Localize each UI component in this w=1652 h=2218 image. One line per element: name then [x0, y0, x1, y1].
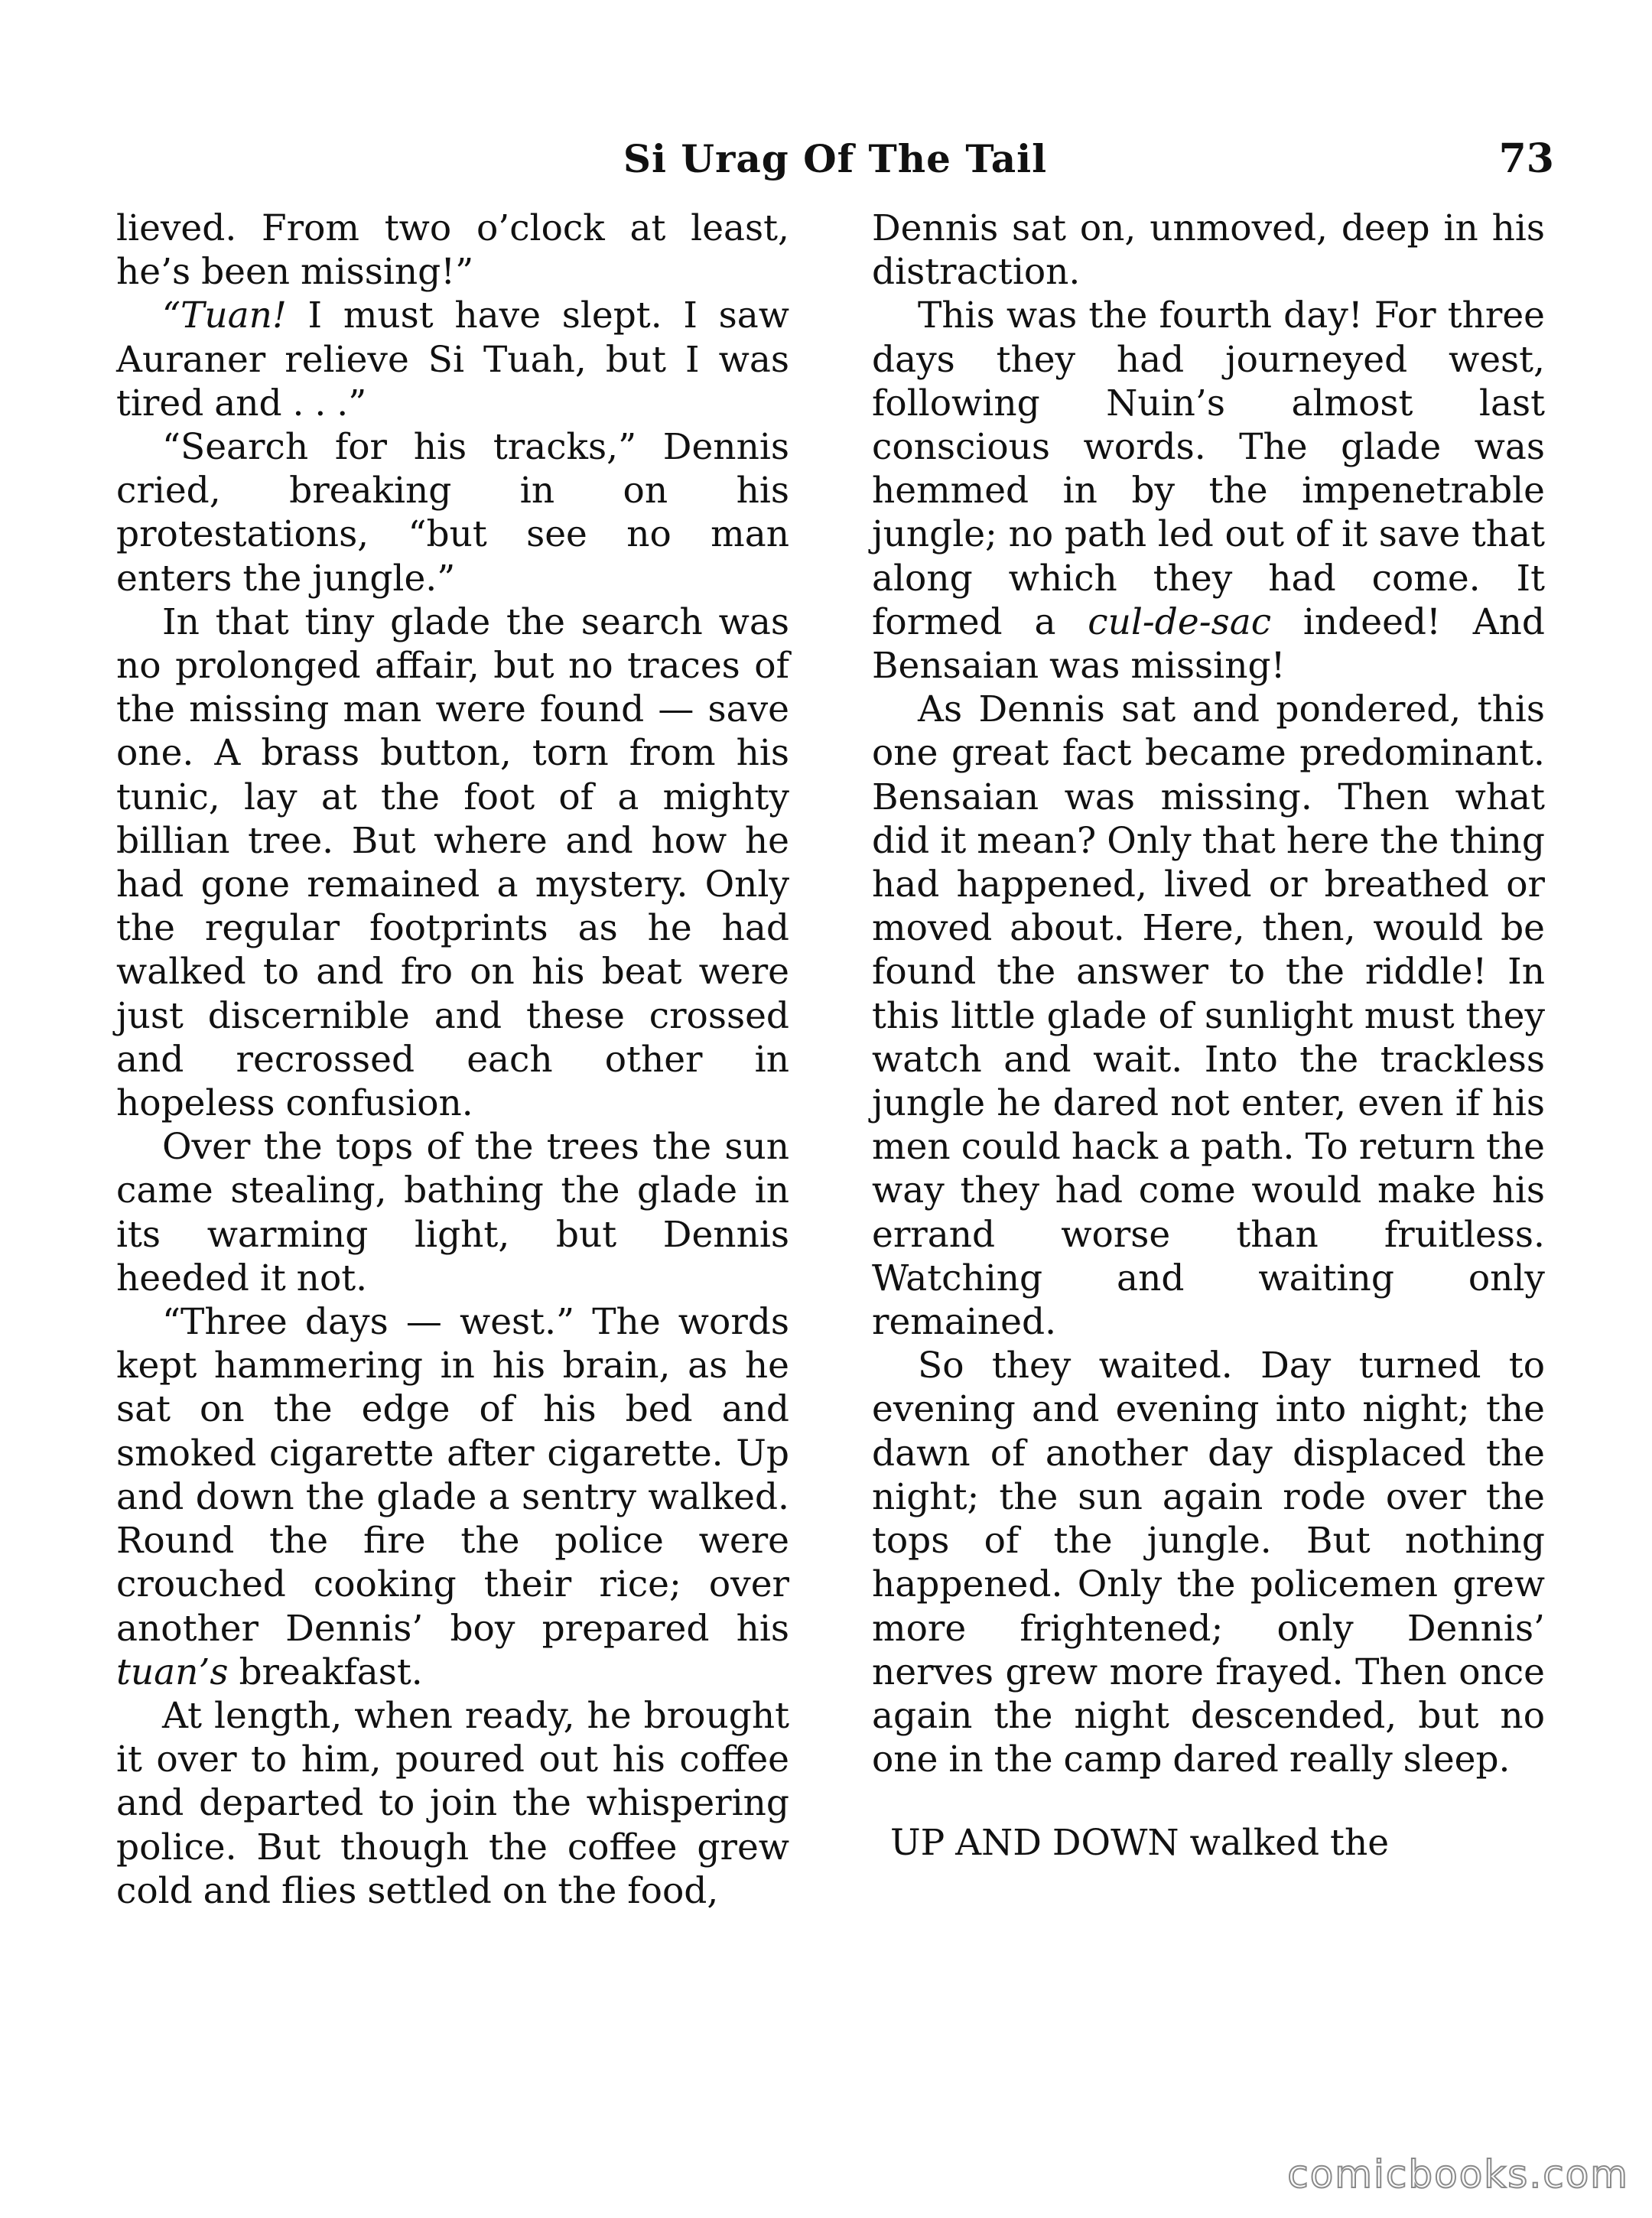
- paragraph-text: I must have slept. I saw Auraner relieve Si Tuah, but I was tired and . . .”: [116, 294, 789, 424]
- paragraph: Dennis sat on, unmoved, deep in his distraction.: [872, 207, 1545, 294]
- paragraph: [116, 294, 789, 425]
- page-number: 73: [1498, 135, 1554, 182]
- paragraph: So they waited. Day turned to evening and evening into night; the dawn of another day displaced the night; the sun again rode over the tops of the jungle. But nothing happened. Only the policemen grew more frightened; only Dennis’ nerves grew more frayed. Then once again the night descended, but no one in the camp dared really sleep.: [872, 1345, 1545, 1781]
- italic-word: “Tuan!: [162, 294, 287, 337]
- running-title: Si Urag Of The Tail: [623, 136, 1048, 181]
- paragraph: As Dennis sat and pondered, this one great fact became predominant. Bensaian was missing. Then what did it mean? Only that here the thing had happened, lived or breathed or moved about. Here, then, would be found the answer to the riddle! In this little glade of sunlight must they watch and wait. Into the trackless jungle he dared not enter, even if his men could hack a path. To return the way they had come would make his errand worse than fruitless. Watching and waiting only remained.: [872, 688, 1545, 1344]
- paragraph: Over the tops of the trees the sun came stealing, bathing the glade in its warming light, but Dennis heeded it not.: [116, 1126, 789, 1299]
- italic-word: cul-de-sac: [1088, 600, 1272, 643]
- paragraph-text: “Three days — west.” The words kept hammering in his brain, as he sat on the edge of his bed and smoked cigarette after cigarette. Up and down the glade a sentry walked. Round the fire the police were crouched cooking their rice; over another Dennis’ boy prepared his: [116, 1301, 789, 1650]
- paragraph: lieved. From two o’clock at least, he’s been missing!”: [116, 207, 789, 294]
- paragraph: At length, when ready, he brought it over to him, poured out his coffee and departed to join the whispering police. But though the coffee grew cold and flies settled on the food,: [116, 1694, 789, 1912]
- paragraph-text: indeed! And Bensaian was missing!: [872, 600, 1545, 688]
- paragraph-text: This was the fourth day! For three days they had journeyed west, following Nuin’s almost last conscious words. The glade was hemmed in by the impenetrable jungle; no path led out of it save that along which they had come. It formed a: [872, 294, 1545, 643]
- watermark: comicbooks.com: [1287, 2152, 1629, 2197]
- right-column: [872, 207, 1545, 1865]
- paragraph: [116, 1300, 789, 1694]
- paragraph: [872, 294, 1545, 688]
- paragraph: In that tiny glade the search was no prolonged affair, but no traces of the missing man were found — save one. A brass button, torn from his tunic, lay at the foot of a mighty billian tree. But where and how he had gone remained a mystery. Only the regular footprints as he had walked to and fro on his beat were just discernible and these crossed and recrossed each other in hopeless confusion.: [116, 600, 789, 1125]
- italic-word: tuan’s: [116, 1650, 229, 1693]
- page-header: [116, 128, 1554, 190]
- paragraph-text: breakfast.: [228, 1650, 423, 1693]
- left-column: [116, 207, 789, 1913]
- paragraph: “Search for his tracks,” Dennis cried, breaking in on his protestations, “but see no man enters the jungle.”: [116, 426, 789, 600]
- section-start-paragraph: UP AND DOWN walked the: [890, 1822, 1390, 1865]
